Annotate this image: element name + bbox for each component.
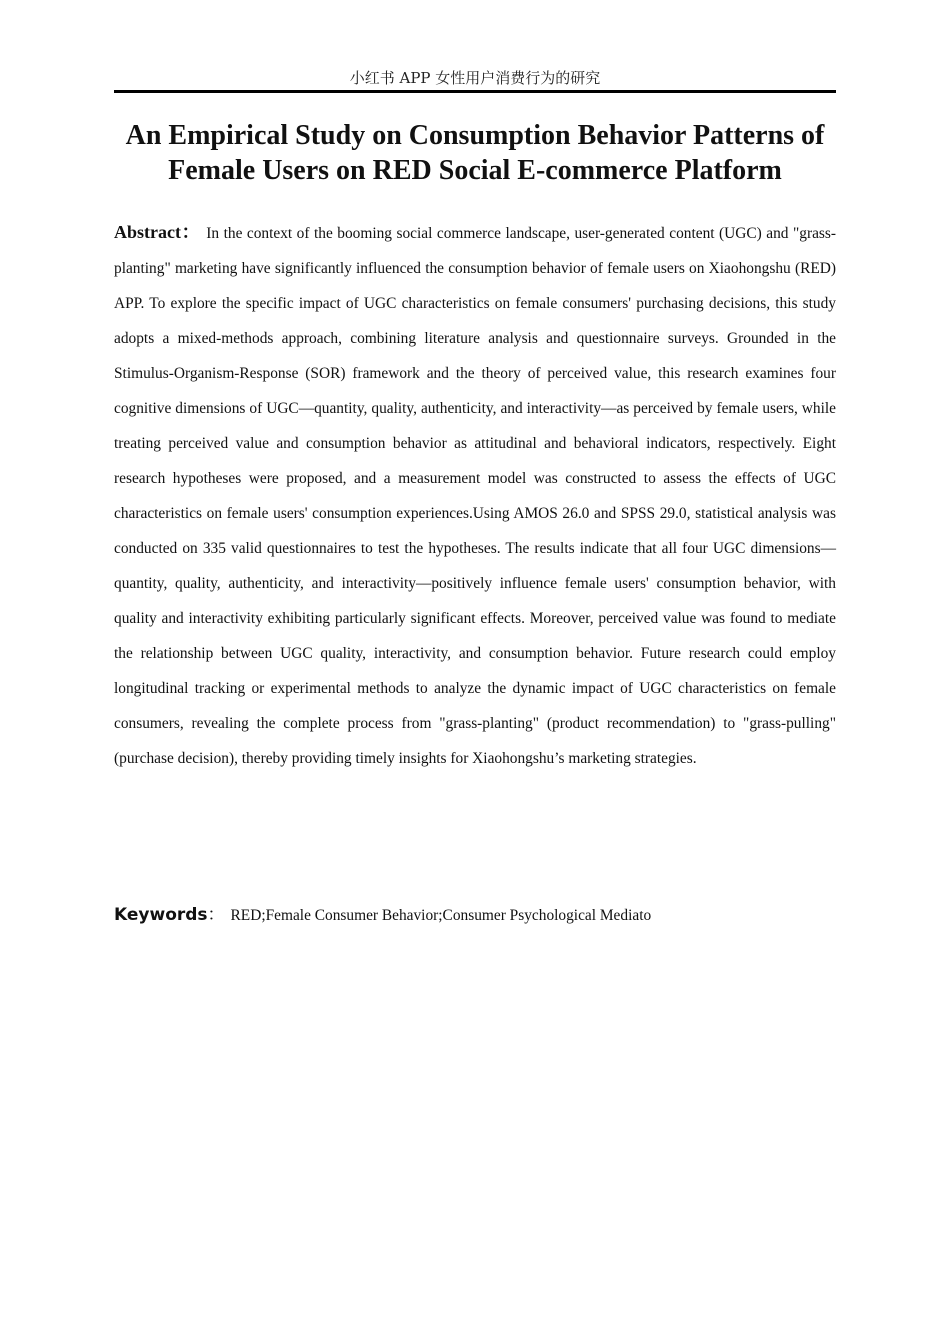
paper-title xyxy=(108,118,842,188)
abstract-label: Abstract xyxy=(114,222,181,242)
keywords-label: Keywords xyxy=(114,905,208,925)
abstract-paragraph xyxy=(114,215,836,776)
header-double-rule xyxy=(114,90,836,93)
paper-title-line-2: Female Users on RED Social E-commerce Platform xyxy=(168,155,782,186)
abstract-separator: ： xyxy=(180,222,201,242)
keywords-line xyxy=(114,900,836,931)
keywords-separator: ： xyxy=(207,905,225,924)
running-header: 小红书 APP 女性用户消费行为的研究 xyxy=(349,69,601,87)
keywords-text: RED;Female Consumer Behavior;Consumer Psychological Mediato xyxy=(230,907,652,924)
abstract-text: In the context of the booming social commerce landscape, user-generated content (UGC) and "grass-planting" marketing have significantly influenced the consumption behavior of female users on Xiaohongshu (RED) APP. To explore the specific impact of UGC characteristics on female consumers' purchasing decisions, this study adopts a mixed-methods approach, combining literature analysis and questionnaire surveys. Grounded in the Stimulus-Organism-Response (SOR) framework and the theory of perceived value, this research examines four cognitive dimensions of UGC—quantity, quality, authenticity, and interactivity—as perceived by female users, while treating perceived value and consumption behavior as attitudinal and behavioral indicators, respectively. Eight research hypotheses were proposed, and a measurement model was constructed to assess the effects of UGC characteristics on female users' consumption experiences.Using AMOS 26.0 and SPSS 29.0, statistical analysis was conducted on 335 valid questionnaires to test the hypotheses. The results indicate that all four UGC dimensions—quantity, quality, authenticity, and interactivity—positively influence female users' consumption behavior, with quality and interactivity exhibiting particularly significant effects. Moreover, perceived value was found to mediate the relationship between UGC quality, interactivity, and consumption behavior. Future research could employ longitudinal tracking or experimental methods to analyze the dynamic impact of UGC characteristics on female consumers, revealing the complete process from "grass-planting" (product recommendation) to "grass-pulling" (purchase decision), thereby providing timely insights for Xiaohongshu’s marketing strategies. xyxy=(114,225,837,767)
paper-title-line-1: An Empirical Study on Consumption Behavior Patterns of xyxy=(125,120,825,151)
